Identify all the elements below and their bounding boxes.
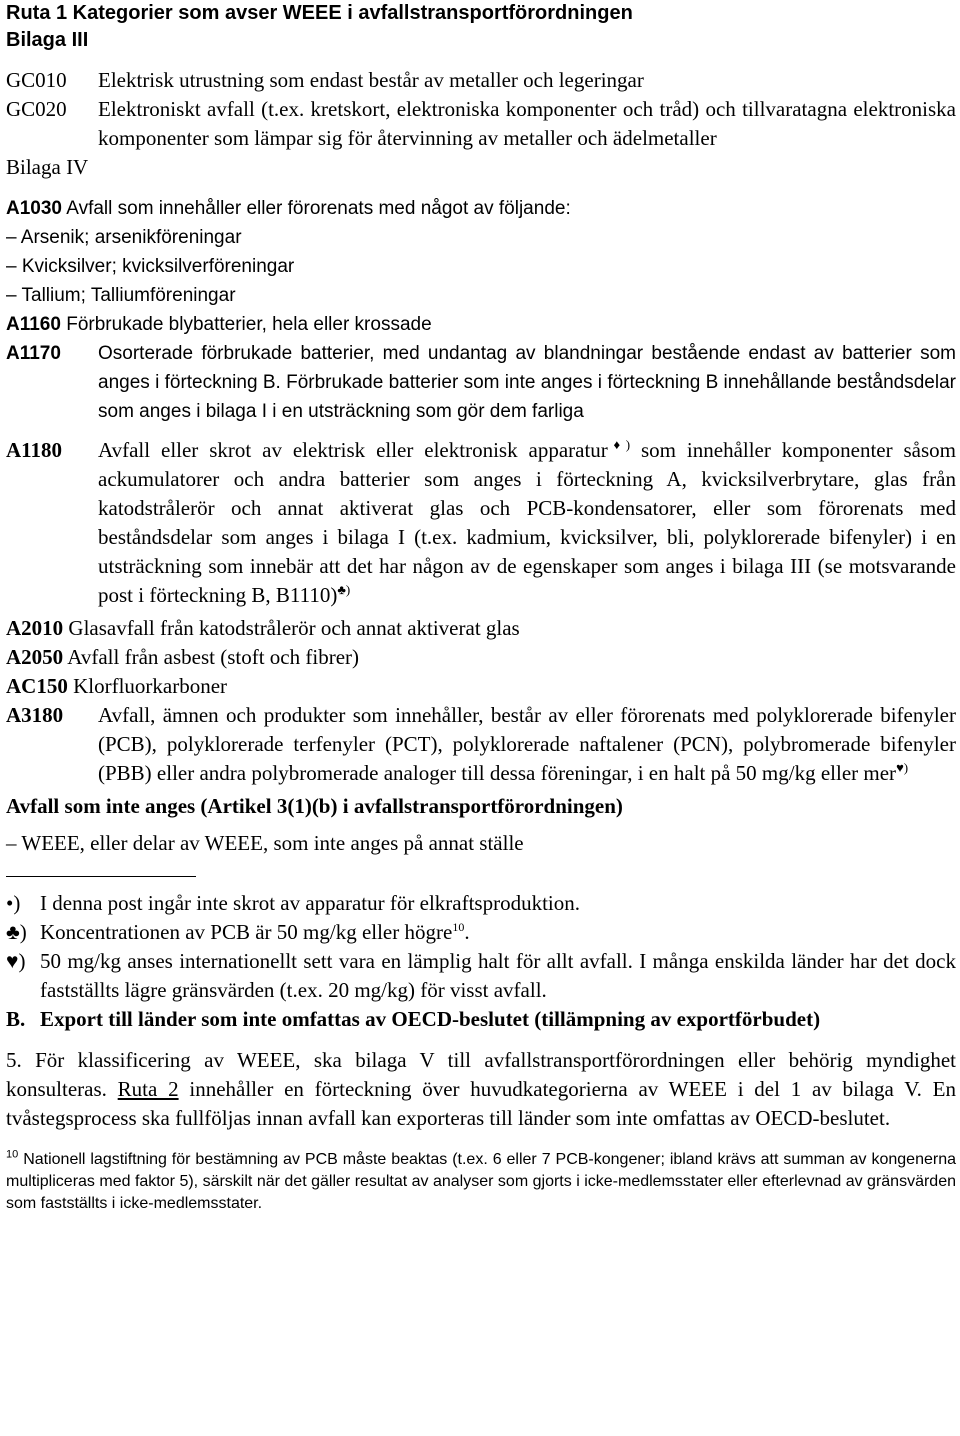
document-page	[6, 0, 956, 1215]
entry-code: AC150	[6, 674, 68, 698]
footnote-10	[6, 1149, 956, 1215]
note-text: 50 mg/kg anses internationellt sett vara en lämplig halt för allt avfall. I många enskilda länder har det dock fastställts lägre gränsvärden (t.ex. 20 mg/kg) för visst avfall.	[40, 949, 956, 1002]
footnote-text: Nationell lagstiftning för bestämning av PCB måste beaktas (t.ex. 6 eller 7 PCB-kongener; ibland krävs att summan av kongenerna multipliceras med faktor 5), särskilt när det gäller resultat av analyser som gjorts i icke-medlemsstater eller efterlevnad av gränsvärden som fastställts i icke-medlemsstater.	[6, 1151, 956, 1212]
footnote-separator	[6, 876, 196, 877]
entry-text: Elektroniskt avfall (t.ex. kretskort, elektroniska komponenter och tråd) och tillvaratagna elektroniska komponenter som lämpar sig för återvinning av metaller och ädelmetaller	[98, 97, 956, 150]
not-listed-heading: Avfall som inte anges (Artikel 3(1)(b) i avfallstransportförordningen)	[6, 794, 623, 818]
entry-code: A1160	[6, 314, 61, 335]
a2010-entry	[6, 614, 956, 643]
note-marker: •)	[6, 891, 21, 915]
diamond-note-marker: ♦)	[607, 437, 631, 452]
note-end: .	[464, 920, 470, 944]
note-diamond	[6, 889, 956, 918]
footnote-number: 10	[6, 1148, 19, 1161]
paragraph-text-continued: innehåller en förteckning över huvudkategorierna av WEEE i del 1 av bilaga V. En tvåstegsprocess ska fullföljas innan avfall kan exporteras till länder som inte omfattas av OECD-beslutet.	[6, 1077, 957, 1130]
a1030-entry	[6, 194, 956, 223]
entry-code: A1030	[6, 198, 62, 219]
entry-code: A1170	[6, 343, 61, 364]
note-marker: ♣)	[6, 920, 27, 944]
club-note-marker: ♣)	[337, 582, 351, 597]
list-item: – Arsenik; arsenikföreningar	[6, 227, 242, 248]
page-title: Ruta 1 Kategorier som avser WEEE i avfallstransportförordningen	[6, 2, 633, 24]
gc010-entry	[6, 66, 956, 95]
a1180-entry	[6, 436, 956, 610]
list-item: – Tallium; Talliumföreningar	[6, 285, 236, 306]
note-text: I denna post ingår inte skrot av apparatur för elkraftsproduktion.	[40, 891, 581, 915]
entry-code: GC020	[6, 97, 67, 121]
entry-code: GC010	[6, 68, 67, 92]
entry-text: Klorfluorkarboner	[73, 674, 228, 698]
entry-text: Avfall från asbest (stoft och fibrer)	[67, 645, 360, 669]
ruta-2-link[interactable]: Ruta 2	[117, 1077, 179, 1101]
entry-text: Elektrisk utrustning som endast består av metaller och legeringar	[98, 68, 644, 92]
entry-code: A1180	[6, 438, 63, 462]
section-marker: B.	[6, 1007, 26, 1031]
a1170-entry	[6, 339, 956, 426]
note-marker: ♥)	[6, 949, 26, 973]
annex-4-list	[6, 194, 956, 426]
heart-note-marker: ♥)	[896, 760, 909, 775]
paragraph-5	[6, 1046, 956, 1133]
section-title: Export till länder som inte omfattas av OECD-beslutet (tillämpning av exportförbudet)	[40, 1007, 821, 1031]
note-heart	[6, 947, 956, 1005]
annex-4-heading: Bilaga IV	[6, 155, 89, 179]
list-item: – Kvicksilver; kvicksilverföreningar	[6, 256, 295, 277]
entry-text: Osorterade förbrukade batterier, med undantag av blandningar bestående endast av batterier som anges i förteckning B. Förbrukade batterier som inte anges i förteckning B innehållande beståndsdelar som anges i bilaga I i en utsträckning som gör dem farliga	[98, 343, 956, 422]
section-b-heading	[6, 1005, 956, 1034]
footnote-ref: 10	[452, 920, 465, 934]
entry-text-continued: som innehåller komponenter såsom ackumulatorer och andra batterier som anges i förteckning A, kvicksilverbrytare, glas från katodstrålerör och annat aktiverat glas och PCB-kondensatorer, eller som förorenats med beståndsdelar som anges i bilaga I (t.ex. kadmium, kvicksilver, bli, polyklorerade bifenyler) i en utsträckning som innebär att det har någon av de egenskaper som anges i bilaga III (se motsvarande post i förteckning B, B1110)	[98, 438, 956, 607]
entry-text: Glasavfall från katodstrålerör och annat aktiverat glas	[68, 616, 520, 640]
annex-3-heading: Bilaga III	[6, 29, 89, 51]
entry-text: Avfall som innehåller eller förorenats med något av följande:	[66, 198, 571, 219]
a3180-entry	[6, 701, 956, 788]
a2050-entry	[6, 643, 956, 672]
not-listed-item: – WEEE, eller delar av WEEE, som inte anges på annat ställe	[6, 831, 524, 855]
entry-code: A3180	[6, 703, 64, 727]
note-club	[6, 918, 956, 947]
entry-text: Avfall, ämnen och produkter som innehåller, består av eller förorenats med polyklorerade bifenyler (PCB), polyklorerade terfenyler (PCT), polyklorerade naftalener (PCN), polybromerade bifenyler (PBB) eller andra polybromerade analoger till dessa föreningar, i en halt på 50 mg/kg eller mer	[98, 703, 956, 785]
entry-code: A2010	[6, 616, 64, 640]
note-text: Koncentrationen av PCB är 50 mg/kg eller högre	[40, 920, 453, 944]
a1160-entry	[6, 310, 956, 339]
entry-text: Förbrukade blybatterier, hela eller krossade	[66, 314, 432, 335]
entry-text: Avfall eller skrot av elektrisk eller elektronisk apparatur	[98, 438, 608, 462]
annex-3-list	[6, 66, 956, 153]
entry-code: A2050	[6, 645, 64, 669]
gc020-entry	[6, 95, 956, 153]
paragraph-text: 5. För klassificering av WEEE, ska bilaga V till avfallstransportförordningen eller behörig myndighet konsulteras.	[6, 1048, 956, 1101]
ac150-entry	[6, 672, 956, 701]
